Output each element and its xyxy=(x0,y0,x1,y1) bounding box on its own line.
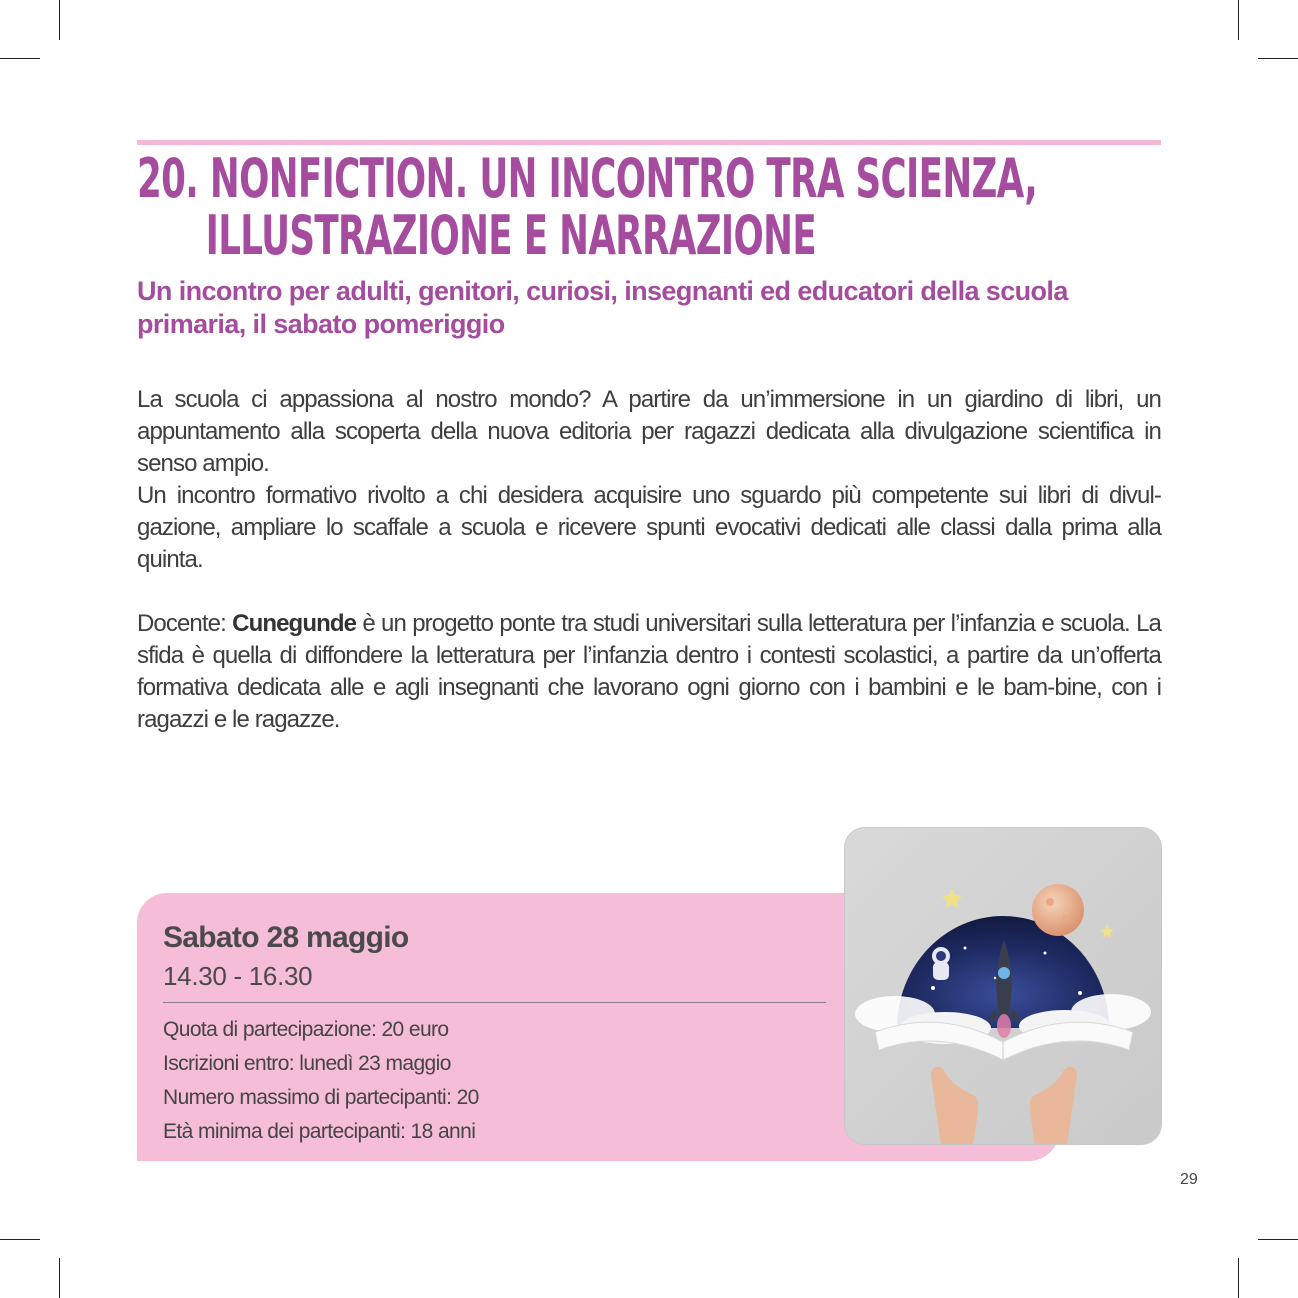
title-rule xyxy=(137,140,1161,145)
detail-fee: Quota di partecipazione: 20 euro xyxy=(163,1018,449,1041)
crop-mark xyxy=(59,1258,60,1298)
teacher-label: Docente: xyxy=(137,610,233,637)
page-title xyxy=(137,147,1038,267)
page-number: 29 xyxy=(1180,1171,1198,1188)
paragraph-2: Un incontro formativo rivolto a chi desidera acquisire uno sguardo più competente sui libri di divul-gazione, ampliare lo scaffale a scuola e ricevere spunti evocativi dedicati alle classi dalla prima alla quinta. xyxy=(137,482,1161,573)
detail-max-participants: Numero massimo di partecipanti: 20 xyxy=(163,1086,479,1109)
title-line-2: ILLUSTRAZIONE E NARRAZIONE xyxy=(205,204,817,267)
event-time: 14.30 - 16.30 xyxy=(163,961,313,991)
detail-registration: Iscrizioni entro: lunedì 23 maggio xyxy=(163,1052,451,1075)
info-divider xyxy=(163,1002,826,1003)
teacher-name: Cunegunde xyxy=(232,610,357,637)
teacher-paragraph xyxy=(137,608,1161,736)
crop-mark xyxy=(59,0,60,40)
crop-mark xyxy=(1258,1239,1298,1240)
paragraph-1: La scuola ci appassiona al nostro mondo? A partire da un’immersione in un giardino di libri, un appuntamento alla scoperta della nuova editoria per ragazzi dedicata alla divulgazione scientifica in senso ampio. xyxy=(137,386,1161,477)
crop-mark xyxy=(0,58,40,59)
event-date: Sabato 28 maggio xyxy=(163,921,409,954)
title-line-1: 20. NONFICTION. UN INCONTRO TRA SCIENZA, xyxy=(137,147,1038,210)
crop-mark xyxy=(0,1239,40,1240)
subtitle: Un incontro per adulti, genitori, curiosi, insegnanti ed educatori della scuola primaria, il sabato pomeriggio xyxy=(137,276,1068,339)
event-details xyxy=(163,1013,479,1149)
crop-mark xyxy=(1238,0,1239,40)
crop-mark xyxy=(1238,1258,1239,1298)
crop-mark xyxy=(1258,58,1298,59)
illustration-book-rocket xyxy=(845,828,1161,1144)
description xyxy=(137,384,1161,736)
detail-min-age: Età minima dei partecipanti: 18 anni xyxy=(163,1120,476,1143)
teacher-text: è un progetto ponte tra studi universitari sulla letteratura per l’infanzia e scuola. La sfida è quella di diffondere la letteratura per l’infanzia dentro i contesti scolastici, a partire da un’offerta formativa dedicata alle e agli insegnanti che lavorano ogni giorno con i bambini e le bam-bine, con i ragazzi e le ragazze. xyxy=(137,610,1161,733)
